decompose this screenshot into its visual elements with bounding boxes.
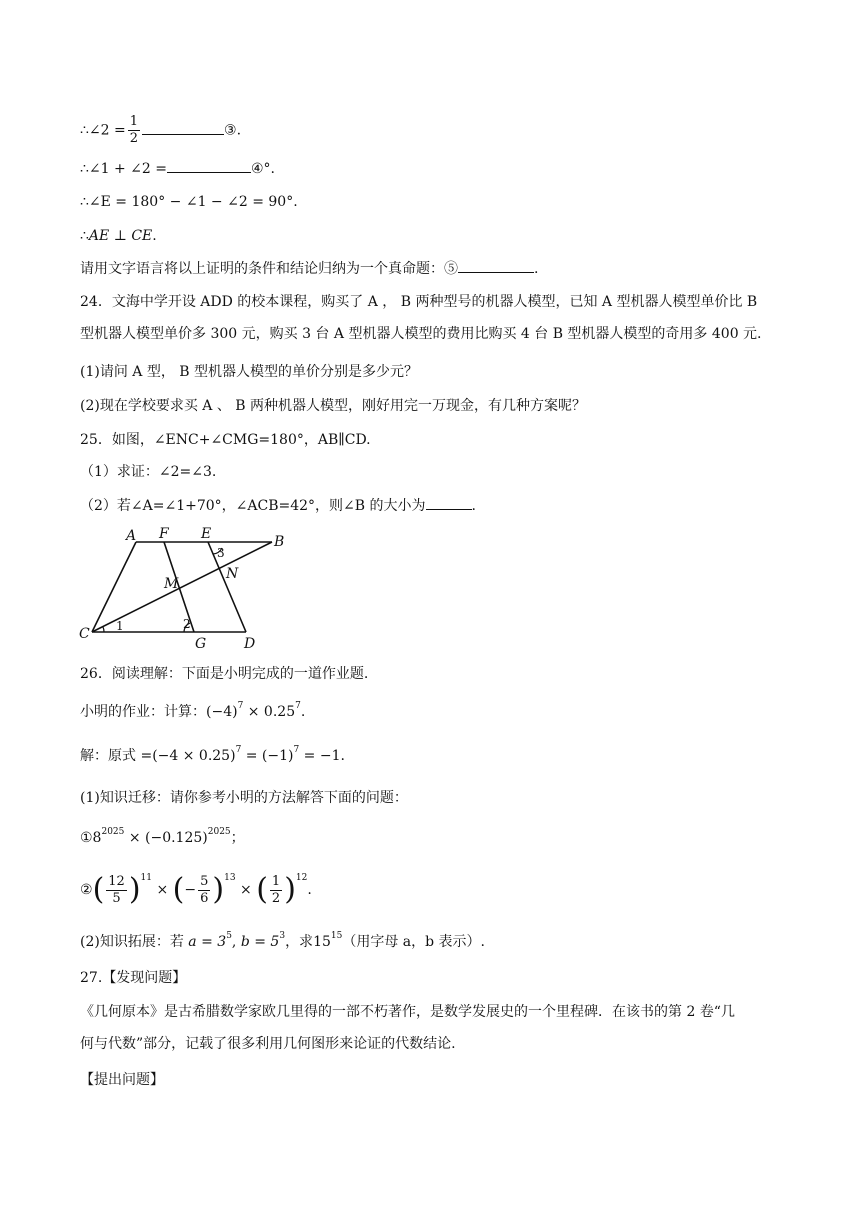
answer-blank-4[interactable]	[167, 158, 251, 173]
proof-line-sum: ∴∠1 + ∠2 = ④°.	[80, 158, 275, 179]
q24-stem-line2: 型机器人模型单价多 300 元，购买 3 台 A 型机器人模型的费用比购买 4 台 B 型机器人模型的奇用多 400 元.	[80, 326, 762, 342]
q27-heading: 27.【发现问题】	[80, 970, 187, 986]
label-F: F	[159, 526, 169, 542]
proof-line-angle2: ∴∠2 = $\frac{1}{2}$ ③.	[80, 114, 242, 146]
label-D: D	[244, 636, 256, 652]
label-M: M	[164, 576, 179, 592]
label-angle-1: 1	[116, 619, 124, 633]
q26-stem: 26．阅读理解：下面是小明完成的一道作业题.	[80, 666, 369, 682]
answer-blank-angleB[interactable]	[426, 495, 472, 510]
q27-paragraph-line2: 何与代数”部分，记载了很多利用几何图形来论证的代数结论.	[80, 1036, 456, 1052]
proof-line-perpendicular: ∴AE ⊥ CE.	[80, 228, 157, 244]
label-A: A	[126, 528, 137, 544]
q24-part2: (2)现在学校要求买 A 、 B 两种机器人模型，刚好用完一万现金，有几种方案呢？	[80, 398, 587, 414]
q25-part1: （1）求证：∠2=∠3.	[80, 464, 217, 480]
q26-item2: ②( $\frac{12}{5}$ )$^{11}$ × (− $\frac{5}{6}$ )$^{13}$ × ( $\frac{1}{2}$ )$^{12}$.	[80, 872, 312, 907]
q24-stem-line1: 24．文海中学开设 ADD 的校本课程，购买了 A ， B 两种型号的机器人模型，已知 A 型机器人模型单价比 B	[80, 294, 758, 310]
segment-AC	[92, 542, 136, 632]
fraction-1-2: $\frac{1}{2}$	[271, 873, 281, 906]
label-B: B	[274, 534, 285, 550]
label-angle-2: 2	[183, 617, 191, 631]
proof-line-angleE: ∴∠E = 180° − ∠1 − ∠2 = 90°.	[80, 194, 298, 210]
label-E: E	[201, 526, 212, 542]
q26-item1: $①8^{2025} \times (-0.125)^{2025}$；	[80, 827, 245, 846]
q25-stem: 25．如图，∠ENC+∠CMG=180°，AB∥CD.	[80, 432, 371, 448]
answer-blank-5[interactable]	[458, 258, 534, 273]
geometry-figure	[74, 524, 304, 652]
label-N: N	[226, 566, 239, 582]
q25-part2: （2）若∠A=∠1+70°，∠ACB=42°，则∠B 的大小为 .	[80, 495, 476, 516]
q27-paragraph-line1: 《几何原本》是古希腊数学家欧几里得的一部不朽著作，是数学发展史的一个里程碑．在该书的第 2 卷“几	[80, 1004, 735, 1020]
fraction-one-half: $\frac{1}{2}$	[129, 114, 139, 146]
fraction-5-6: $\frac{5}{6}$	[200, 873, 209, 906]
q26-solution: 解：原式 $=(-4 \times 0.25)^7 = (-1)^7 = -1$.	[80, 745, 345, 764]
q26-homework: 小明的作业：计算：$(-4)^7 \times 0.25^7$.	[80, 701, 306, 720]
q27-heading2: 【提出问题】	[80, 1072, 164, 1088]
label-G: G	[195, 636, 207, 652]
q26-extension: (2)知识拓展：若 $a = 3^5$, $b = 5^3$，求$15^{15}$（用字母 a，b 表示）.	[80, 931, 486, 950]
q24-part1: (1)请问 A 型， B 型机器人模型的单价分别是多少元？	[80, 364, 419, 380]
fraction-12-5: $\frac{12}{5}$	[108, 873, 125, 906]
proof-line-proposition: 请用文字语言将以上证明的条件和结论归纳为一个真命题：⑤ .	[80, 258, 538, 279]
q26-transfer: (1)知识迁移：请你参考小明的方法解答下面的问题：	[80, 790, 408, 806]
label-angle-3: 3	[217, 546, 225, 560]
label-C: C	[79, 626, 90, 642]
answer-blank-3[interactable]	[142, 120, 224, 135]
segment-ED	[208, 542, 246, 632]
